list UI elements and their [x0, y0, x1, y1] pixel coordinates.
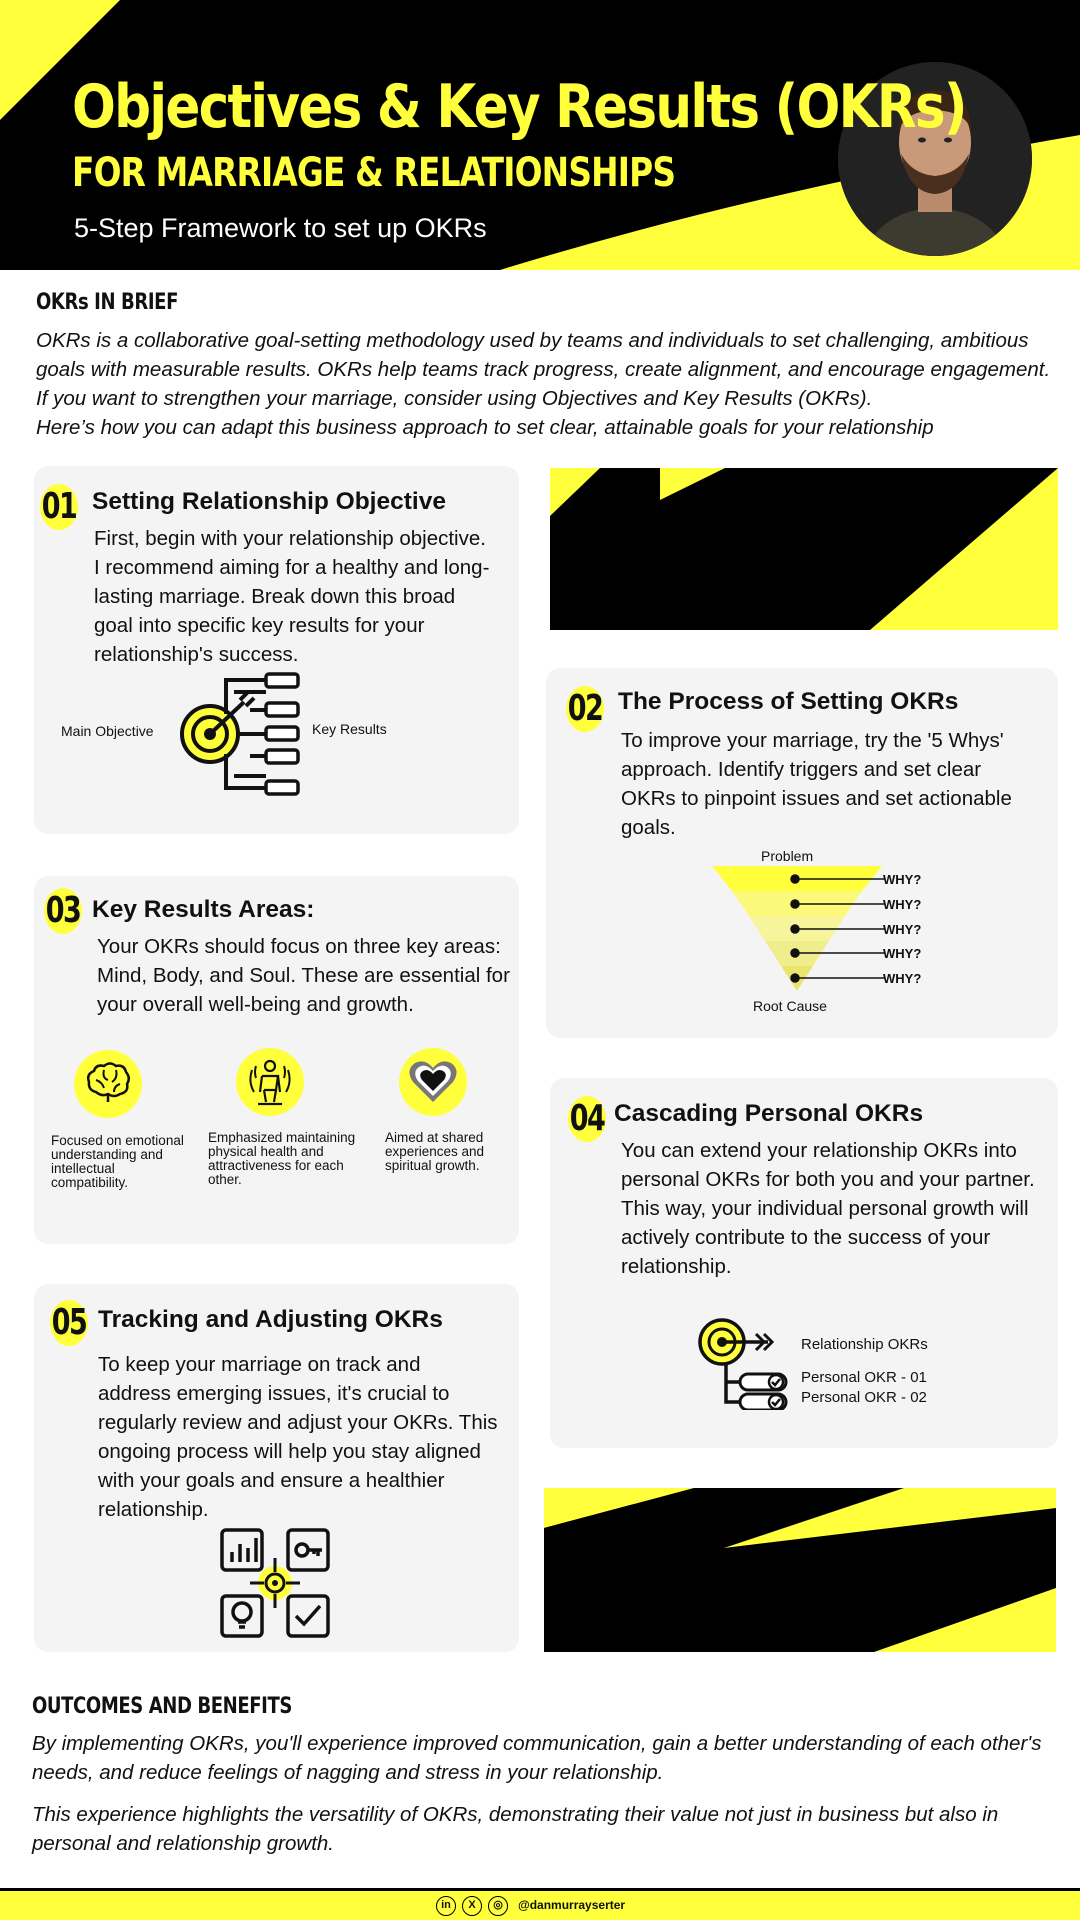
step-body-line: You can extend your relationship OKRs into	[621, 1139, 1017, 1162]
mind-area-text	[51, 1134, 184, 1190]
area-text-line: attractiveness for each	[208, 1158, 344, 1173]
decorative-banner-top	[550, 468, 1058, 630]
step-body-line: regularly review and adjust your OKRs. This	[98, 1411, 498, 1434]
step-card-04	[550, 1078, 1058, 1448]
step-body-line: actively contribute to the success of your	[621, 1226, 991, 1249]
area-text-line: Emphasized maintaining	[208, 1130, 356, 1145]
step-number-badge	[44, 888, 82, 934]
area-text-line: other.	[208, 1172, 242, 1187]
funnel-problem-label: Problem	[761, 848, 814, 864]
step-card-03	[34, 876, 519, 1244]
area-text-line: compatibility.	[51, 1175, 129, 1190]
step-number: 01	[41, 486, 77, 527]
brain-icon	[74, 1050, 142, 1118]
x-twitter-icon[interactable]: X	[462, 1896, 482, 1916]
brief-line: If you want to strengthen your marriage, consider using Objectives and Key Results (OKRs).	[36, 387, 873, 410]
brief-line: Here’s how you can adapt this business approach to set clear, attainable goals for your relationship	[36, 416, 934, 439]
linkedin-icon[interactable]: in	[436, 1896, 456, 1916]
outcomes-line: needs, and reduce feelings of nagging and stress in your relationship.	[32, 1761, 664, 1784]
outcomes-line: This experience highlights the versatility of OKRs, demonstrating their value not just in business but also in	[32, 1803, 999, 1826]
step-body-line: To improve your marriage, try the '5 Whys'	[621, 729, 1004, 752]
step-body-line: ongoing process will help you stay aligned	[98, 1440, 481, 1463]
soul-area-text	[385, 1131, 484, 1173]
social-handle[interactable]: @danmurrayserter	[518, 1898, 626, 1912]
personal-okr-label: Personal OKR - 02	[801, 1389, 927, 1406]
step-number: 04	[569, 1098, 605, 1139]
step-body-line: personal OKRs for both you and your partner.	[621, 1168, 1035, 1191]
step-card-01	[34, 466, 519, 834]
step-number: 02	[567, 688, 603, 729]
step-number: 03	[45, 890, 81, 931]
step-title: The Process of Setting OKRs	[618, 688, 959, 715]
step-title: Cascading Personal OKRs	[614, 1100, 924, 1127]
step-body	[621, 1136, 1035, 1281]
header-banner	[0, 0, 1080, 270]
page-subtitle: FOR MARRIAGE & RELATIONSHIPS	[72, 150, 676, 196]
step-title: Setting Relationship Objective	[92, 488, 446, 515]
step-body-line: lasting marriage. Break down this broad	[94, 585, 456, 608]
step-body-line: Mind, Body, and Soul. These are essential for	[97, 964, 510, 987]
target-objective-icon	[174, 670, 304, 798]
step-body-line: relationship.	[621, 1255, 732, 1278]
relationship-okr-label: Relationship OKRs	[801, 1336, 928, 1353]
area-text-line: physical health and	[208, 1144, 324, 1159]
footer-bar	[0, 1888, 1080, 1920]
area-text-line: Focused on emotional	[51, 1133, 184, 1148]
step-number: 05	[51, 1302, 87, 1343]
main-objective-label: Main Objective	[61, 723, 154, 739]
step-body	[97, 932, 510, 1019]
why-label: WHY?	[883, 946, 922, 961]
area-text-line: spiritual growth.	[385, 1158, 480, 1173]
brief-heading: OKRs IN BRIEF	[36, 290, 178, 315]
step-number-badge	[566, 686, 604, 732]
why-label: WHY?	[883, 971, 922, 986]
body-icon	[236, 1048, 304, 1116]
outcomes-line: By implementing OKRs, you'll experience improved communication, gain a better understanding of each other's	[32, 1732, 1042, 1755]
step-title: Key Results Areas:	[92, 896, 315, 923]
area-text-line: Aimed at shared	[385, 1130, 484, 1145]
brief-line: goals with measurable results. OKRs help teams track progress, create alignment, and encourage engagement.	[36, 358, 1051, 381]
step-body-line: with your goals and ensure a healthier	[98, 1469, 445, 1492]
personal-okr-label: Personal OKR - 01	[801, 1369, 927, 1386]
step-body-line: I recommend aiming for a healthy and long-	[94, 556, 490, 579]
step-card-05	[34, 1284, 519, 1652]
step-body-line: relationship's success.	[94, 643, 299, 666]
step-body-line: approach. Identify triggers and set clear	[621, 758, 982, 781]
step-body-line: goal into specific key results for your	[94, 614, 425, 637]
step-body-line: This way, your individual personal growth will	[621, 1197, 1029, 1220]
why-label: WHY?	[883, 897, 922, 912]
area-text-line: experiences and	[385, 1144, 485, 1159]
area-text-line: intellectual	[51, 1161, 115, 1176]
step-body	[98, 1350, 498, 1524]
instagram-icon[interactable]: ◎	[488, 1896, 508, 1916]
funnel-root-cause-label: Root Cause	[753, 998, 827, 1014]
step-number-badge	[568, 1096, 606, 1142]
heart-icon	[399, 1048, 467, 1116]
cascading-okr-icon	[698, 1318, 790, 1410]
outcomes-paragraph-2	[32, 1800, 1062, 1858]
step-number-badge	[40, 484, 78, 530]
outcomes-paragraph-1	[32, 1729, 1062, 1787]
decorative-banner-bottom	[544, 1488, 1056, 1652]
why-label: WHY?	[883, 872, 922, 887]
step-body-line: OKRs to pinpoint issues and set actionable	[621, 787, 1012, 810]
step-body	[94, 524, 489, 669]
page-tagline: 5-Step Framework to set up OKRs	[74, 213, 487, 243]
step-body-line: goals.	[621, 816, 676, 839]
key-results-label: Key Results	[312, 721, 387, 737]
step-body	[621, 726, 1012, 842]
step-body-line: Your OKRs should focus on three key areas:	[97, 935, 501, 958]
step-body-line: First, begin with your relationship objective.	[94, 527, 486, 550]
step-body-line: your overall well-being and growth.	[97, 993, 414, 1016]
body-area-text	[208, 1131, 355, 1187]
outcomes-heading: OUTCOMES AND BENEFITS	[32, 1694, 292, 1719]
why-label: WHY?	[883, 922, 922, 937]
tracking-dashboard-icon	[220, 1528, 330, 1638]
step-body-line: address emerging issues, it's crucial to	[98, 1382, 450, 1405]
step-title: Tracking and Adjusting OKRs	[98, 1306, 443, 1333]
step-number-badge	[50, 1300, 88, 1346]
step-body-line: relationship.	[98, 1498, 209, 1521]
page-title: Objectives & Key Results (OKRs)	[72, 72, 966, 142]
area-text-line: understanding and	[51, 1147, 163, 1162]
brief-text	[36, 326, 1056, 442]
brief-line: OKRs is a collaborative goal-setting methodology used by teams and individuals to set challenging, ambitious	[36, 329, 1029, 352]
outcomes-line: personal and relationship growth.	[32, 1832, 334, 1855]
step-card-02	[546, 668, 1058, 1038]
step-body-line: To keep your marriage on track and	[98, 1353, 421, 1376]
